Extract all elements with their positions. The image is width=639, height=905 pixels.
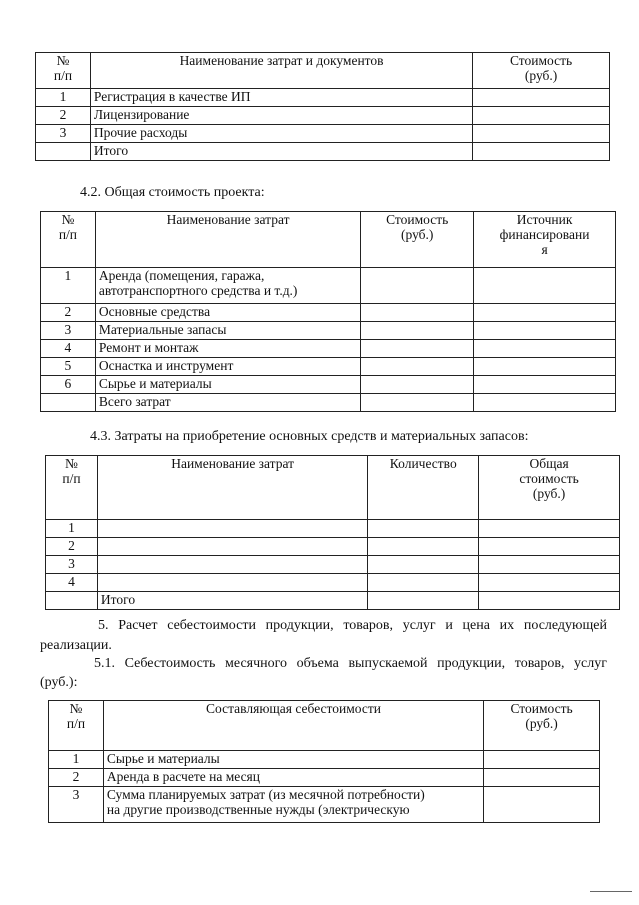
table-cell: Основные средства [95, 304, 360, 322]
cost-price-table [48, 700, 600, 823]
column-header: № п/п [41, 212, 96, 268]
row-number-cell: 1 [41, 268, 96, 304]
row-number-cell: 3 [49, 787, 104, 823]
column-header: Наименование затрат [95, 212, 360, 268]
row-number-cell: 1 [46, 520, 98, 538]
table-cell [479, 556, 620, 574]
row-number-cell: 3 [46, 556, 98, 574]
table-cell [484, 787, 600, 823]
table-row [46, 592, 620, 610]
row-number-cell: 6 [41, 376, 96, 394]
table-cell [479, 574, 620, 592]
column-header: Количество [368, 456, 479, 520]
table-cell [479, 538, 620, 556]
table-cell [361, 304, 474, 322]
table-cell: Сырье и материалы [103, 751, 483, 769]
section-4-3-heading: 4.3. Затраты на приобретение основных средств и материальных запасов: [90, 429, 529, 444]
table-row [36, 89, 610, 107]
table-row [49, 769, 600, 787]
table-cell [361, 394, 474, 412]
section-5-1-line1: 5.1. Себестоимость месячного объема выпускаемой продукции, товаров, услуг [94, 656, 607, 671]
table-cell [368, 556, 479, 574]
row-number-cell: 2 [41, 304, 96, 322]
table-cell [361, 268, 474, 304]
table-row [41, 268, 616, 304]
row-number-cell [36, 143, 91, 161]
table-row [36, 125, 610, 143]
table-cell [368, 592, 479, 610]
table-row [46, 556, 620, 574]
row-number-cell [46, 592, 98, 610]
column-header: Наименование затрат [97, 456, 367, 520]
table-cell [474, 268, 616, 304]
fixed-assets-costs-table [45, 455, 620, 610]
table-row [41, 376, 616, 394]
table-cell [479, 520, 620, 538]
row-number-cell [41, 394, 96, 412]
section-4-2-heading: 4.2. Общая стоимость проекта: [80, 185, 265, 200]
table-cell [473, 107, 610, 125]
row-number-cell: 1 [49, 751, 104, 769]
table-cell [474, 322, 616, 340]
table-cell [473, 125, 610, 143]
row-number-cell: 1 [36, 89, 91, 107]
column-header: № п/п [46, 456, 98, 520]
table-cell: Ремонт и монтаж [95, 340, 360, 358]
table-cell [368, 538, 479, 556]
table-cell: Всего затрат [95, 394, 360, 412]
table-cell: Аренда (помещения, гаража, автотранспортного средства и т.д.) [95, 268, 360, 304]
section-5-1-line2: (руб.): [40, 675, 78, 690]
table-header-row [41, 212, 616, 268]
column-header: Наименование затрат и документов [90, 53, 472, 89]
table-header-row [36, 53, 610, 89]
row-number-cell: 4 [41, 340, 96, 358]
table-row [41, 340, 616, 358]
row-number-cell: 2 [46, 538, 98, 556]
table-cell: Аренда в расчете на месяц [103, 769, 483, 787]
table-cell: Сумма планируемых затрат (из месячной потребности) на другие производственные нужды (электрическую [103, 787, 483, 823]
column-header: Составляющая себестоимости [103, 701, 483, 751]
table-cell [479, 592, 620, 610]
section-5-line1: 5. Расчет себестоимости продукции, товаров, услуг и цена их последующей [98, 618, 607, 633]
row-number-cell: 2 [49, 769, 104, 787]
table-cell [474, 340, 616, 358]
column-header: Источник финансировани я [474, 212, 616, 268]
table-cell: Итого [90, 143, 472, 161]
table-cell: Регистрация в качестве ИП [90, 89, 472, 107]
table-row [41, 394, 616, 412]
table-row [46, 574, 620, 592]
table-row [36, 107, 610, 125]
footer-rule [590, 891, 632, 892]
table-cell [484, 769, 600, 787]
table-cell: Оснастка и инструмент [95, 358, 360, 376]
row-number-cell: 5 [41, 358, 96, 376]
table-cell [474, 304, 616, 322]
table-cell: Лицензирование [90, 107, 472, 125]
column-header: № п/п [49, 701, 104, 751]
column-header: Стоимость (руб.) [484, 701, 600, 751]
table-cell [368, 520, 479, 538]
table-cell [97, 556, 367, 574]
table-cell: Итого [97, 592, 367, 610]
table-row [49, 751, 600, 769]
row-number-cell: 3 [36, 125, 91, 143]
table-cell [474, 358, 616, 376]
table-cell [473, 143, 610, 161]
table-header-row [49, 701, 600, 751]
section-5-line2: реализации. [40, 638, 112, 653]
table-cell [361, 322, 474, 340]
row-number-cell: 2 [36, 107, 91, 125]
column-header: № п/п [36, 53, 91, 89]
table-cell [97, 538, 367, 556]
column-header: Общая стоимость (руб.) [479, 456, 620, 520]
table-cell [484, 751, 600, 769]
column-header: Стоимость (руб.) [361, 212, 474, 268]
table-cell [474, 394, 616, 412]
row-number-cell: 4 [46, 574, 98, 592]
table-row [49, 787, 600, 823]
table-row [46, 520, 620, 538]
column-header: Стоимость (руб.) [473, 53, 610, 89]
table-row [36, 143, 610, 161]
table-cell [361, 376, 474, 394]
table-cell [97, 520, 367, 538]
table-cell: Материальные запасы [95, 322, 360, 340]
table-row [41, 358, 616, 376]
table-row [46, 538, 620, 556]
table-cell [361, 358, 474, 376]
table-cell [473, 89, 610, 107]
table-header-row [46, 456, 620, 520]
table-cell [97, 574, 367, 592]
row-number-cell: 3 [41, 322, 96, 340]
table-cell [361, 340, 474, 358]
table-row [41, 304, 616, 322]
table-cell [368, 574, 479, 592]
table-row [41, 322, 616, 340]
table-cell [474, 376, 616, 394]
table-cell: Сырье и материалы [95, 376, 360, 394]
registration-costs-table [35, 52, 610, 161]
project-cost-table [40, 211, 616, 412]
table-cell: Прочие расходы [90, 125, 472, 143]
